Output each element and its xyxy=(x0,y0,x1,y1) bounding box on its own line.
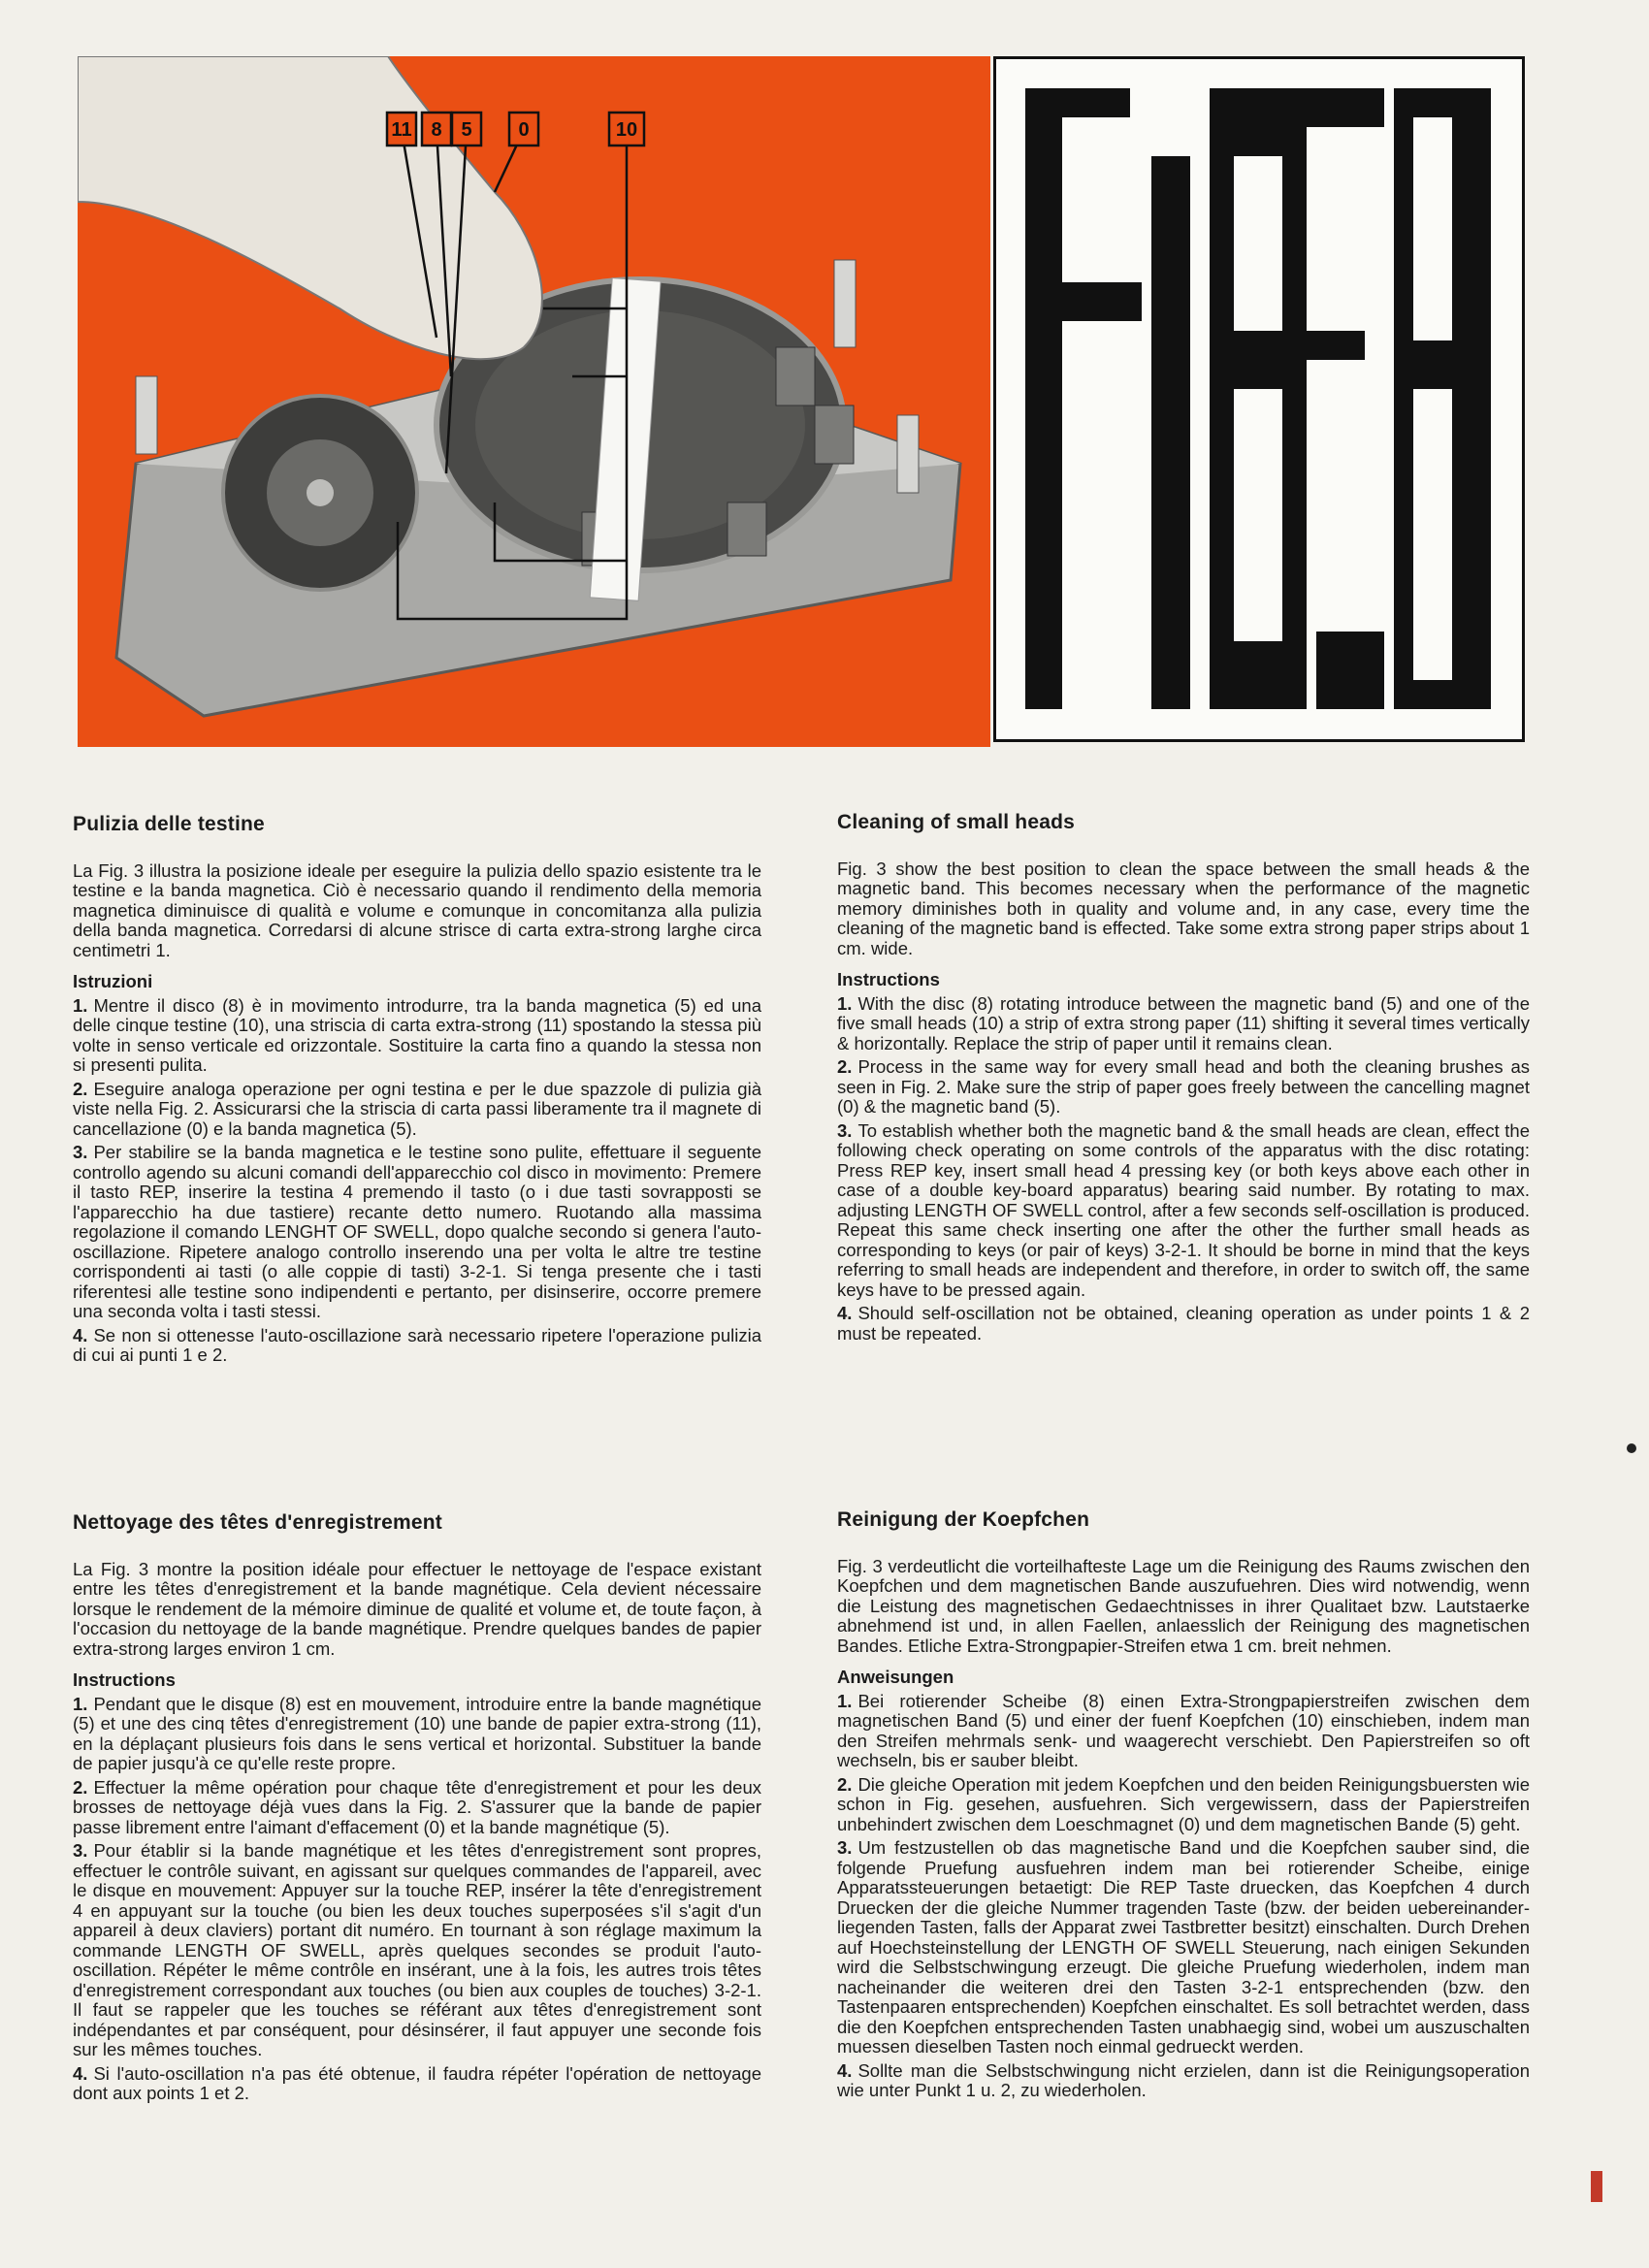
item-number: 3. xyxy=(73,1142,88,1162)
item-number: 4. xyxy=(837,1303,853,1323)
item-text: Si l'auto-oscillation n'a pas été obtenue, il faudra répéter l'opération de nettoyage dont aux points 1 et 2. xyxy=(73,2062,761,2103)
item-text: Sollte man die Selbstschwingung nicht erzielen, dann ist die Reinigungsoperation wie unter Punkt 1 u. 2, zu wiederholen. xyxy=(837,2059,1530,2100)
list-item xyxy=(73,2064,761,2104)
letter-i xyxy=(1151,156,1190,709)
negative-space xyxy=(1413,389,1452,680)
small-head xyxy=(728,502,766,556)
item-text: Bei rotierender Scheibe (8) einen Extra-Strongpapierstreifen zwischen dem magnetischen Band (5) und einer der fuenf Koepfchen (10) einschieben, indem man den Streifen mehrmals senk- und waagerecht verschiebt. Den Papierstreifen so oft wechseln, bis er sauber bleibt. xyxy=(837,1690,1530,1770)
negative-space xyxy=(1413,117,1452,340)
post xyxy=(834,260,856,347)
list-item xyxy=(837,2061,1530,2101)
instruction-list xyxy=(73,1695,761,2104)
section-french xyxy=(73,1513,761,2108)
callout-11 xyxy=(387,113,416,146)
negative-space xyxy=(1234,156,1282,331)
item-text: Mentre il disco (8) è in movimento introdurre, tra la banda magnetica (5) ed una delle cinque testine (10), una striscia di carta extra-strong (11) spostando la stessa più volte in senso verticale ed orizzontale. Sostituire la carta fino a quando la stessa non si presenti pulita. xyxy=(73,994,761,1075)
list-item xyxy=(837,1775,1530,1835)
item-number: 1. xyxy=(837,1690,853,1711)
item-number: 4. xyxy=(73,1324,88,1345)
letter-f-stem xyxy=(1025,88,1062,709)
item-text: Um festzustellen ob das magnetische Band und die Koepfchen sauber sind, die folgende Pruefung ausfuehren indem man bei rotierender Scheibe, einige Apparatssteuerungen betaetigt: Die REP Taste druecken, das Koepfchen 4 durch Druecken der die gleiche Nummer tragenden Taste (bzw. der beiden uebereinander-liegenden Tasten, falls der Apparat zwei Tastbretter besitzt) einschalten. Durch Drehen auf Hoechsteinstellung der LENGTH OF SWELL Steuerung, nach einigen Sekunden wird die Selbstschwingung erzeugt. Die gleiche Pruefung wiederholen, indem man nacheinander die weiteren drei den Tasten 3-2-1 entsprechenden (bzw. den Tastenpaaren entsprechenden) Koepfchen einschaltet. Es soll betrachtet werden, dass die den Koepfchen entsprechenden Tasten unabhaegig sind, wobei um auszuschalten muessen dieselben Tasten noch einmal gedrueckt werden. xyxy=(837,1837,1530,2057)
fig-title-graphic xyxy=(996,59,1522,739)
callout-label: 5 xyxy=(461,119,472,141)
cleaning-illustration xyxy=(78,56,990,747)
section-subtitle: Istruzioni xyxy=(73,971,153,991)
post xyxy=(897,415,919,493)
section-title: Nettoyage des têtes d'enregistrement xyxy=(73,1511,442,1534)
item-text: Per stabilire se la banda magnetica e le testine sono pulite, effettuare il seguente controllo agendo su alcuni comandi dell'apparecchio col disco in movimento: Premere il tasto REP, inserire la testina 4 premendo il tasto (o i due tasti sovrapposti se l'apparecchio ha due tastiere) recante detto numero. Ruotando alla massima regolazione il comando LENGHT OF SWELL, dopo qualche secondo si genera l'auto-oscillazione. Ripetere analogo controllo inserendo una per volta le altre tre testine corrispondenti ai tasti (o alle coppie di tasti) 3-2-1. Si tenga presente che i tasti riferentesi alle testine sono indipendenti e pertanto, per disinserire, occorre premere una seconda volta i tasti stessi. xyxy=(73,1142,761,1321)
fig-title-box xyxy=(993,56,1525,742)
item-text: Pour établir si la bande magnétique et les têtes d'enregistrement sont propres, effectuer le contrôle suivant, en agissant sur quelques commandes de l'appareil, avec le disque en mouvement: Appuyer sur la touche REP, insérer la tête d'enregistrement 4 en appuyant sur la touche (ou bien les deux touches superposées s'il s'agit d'un appareil à deux claviers) portant dit numéro. En tournant à son réglage maximum la commande LENGTH OF SWELL, après quelques secondes se produit l'auto-oscillation. Répéter le même contrôle en insérant, une à la fois, les autres trois têtes d'enregistrement correspondant aux touches (ou bien aux couples de touches) 3-2-1. Il faut se rappeler que les touches se référant aux têtes d'enregistrement sont indépendantes et par conséquent, pour désinsérer, il faut appuyer une seconde fois sur les mêmes touches. xyxy=(73,1840,761,2059)
letter-g-bar xyxy=(1307,331,1365,360)
small-head xyxy=(776,347,815,405)
list-item xyxy=(837,1057,1530,1118)
letter-dot xyxy=(1316,632,1384,709)
item-number: 4. xyxy=(73,2062,88,2084)
letter-f-mid xyxy=(1025,282,1142,321)
hand xyxy=(78,56,542,359)
left-reel-spindle xyxy=(307,479,334,506)
section-title: Reinigung der Koepfchen xyxy=(837,1508,1090,1531)
section-intro: La Fig. 3 montre la position idéale pour effectuer le nettoyage de l'espace existant entre les têtes d'enregistrement et la bande magnétique. Cela devient nécessaire lorsque le rendement de la mémoire diminue de qualité et volume et, de toute façon, à l'occasion du nettoyage de la bande magnétique. Prendre quelques bandes de papier extra-strong larges environ 1 cm. xyxy=(73,1558,761,1659)
callout-label: 11 xyxy=(391,119,412,141)
item-number: 2. xyxy=(73,1078,88,1099)
list-item xyxy=(837,1304,1530,1344)
list-item xyxy=(73,1080,761,1140)
section-title: Pulizia delle testine xyxy=(73,813,265,835)
item-number: 3. xyxy=(73,1840,88,1861)
list-item xyxy=(73,1778,761,1838)
list-item xyxy=(73,1326,761,1366)
section-english xyxy=(837,813,1530,1347)
callout-8 xyxy=(422,113,451,146)
item-number: 2. xyxy=(837,1056,853,1077)
section-subtitle: Instructions xyxy=(837,969,940,989)
item-number: 1. xyxy=(837,992,853,1014)
item-number: 3. xyxy=(837,1837,853,1858)
list-item xyxy=(73,1841,761,2060)
item-number: 1. xyxy=(73,994,88,1016)
callout-0 xyxy=(509,113,538,146)
item-text: Se non si ottenesse l'auto-oscillazione sarà necessario ripetere l'operazione pulizia di cui ai punti 1 e 2. xyxy=(73,1324,761,1365)
negative-space xyxy=(1234,389,1282,641)
list-item xyxy=(73,996,761,1076)
item-text: Die gleiche Operation mit jedem Koepfchen und den beiden Reinigungsbuersten wie schon in Fig. gesehen, ausfuehren. Sich vergewissern, dass der Papierstreifen unbehindert zwischen dem Loeschmagnet (0) und dem magnetischen Bande (5) geht. xyxy=(837,1773,1530,1834)
item-number: 4. xyxy=(837,2059,853,2081)
item-number: 2. xyxy=(837,1773,853,1795)
item-text: Effectuer la même opération pour chaque tête d'enregistrement et pour les deux brosses de nettoyage déjà vues dans la Fig. 2. S'assurer que la bande de papier passe librement entre l'aimant d'effacement (0) et la bande magnétique (5). xyxy=(73,1776,761,1837)
section-subtitle: Anweisungen xyxy=(837,1667,954,1687)
list-item xyxy=(73,1143,761,1322)
callout-label: 0 xyxy=(518,119,530,141)
callout-label: 8 xyxy=(431,119,442,141)
instruction-list xyxy=(73,996,761,1366)
item-text: To establish whether both the magnetic band & the small heads are clean, effect the following check operating on some controls of the apparatus with the disc rotating: Press REP key, insert small head 4 pressing key (or both keys above each other in case of a double key-board apparatus) bearing said number. By rotating to max. adjusting LENGTH OF SWELL control, after a few seconds self-oscillation is produced. Repeat this same check inserting one after the other the further small heads as corresponding to keys (or pair of keys) 3-2-1. It should be borne in mind that the keys referring to small heads are independent and therefore, in order to switch off, the same keys have to be pressed again. xyxy=(837,1119,1530,1300)
list-item xyxy=(837,994,1530,1054)
section-subtitle: Instructions xyxy=(73,1669,176,1690)
list-item xyxy=(837,1838,1530,2057)
item-text: Pendant que le disque (8) est en mouvement, introduire entre la bande magnétique (5) et une des cinq têtes d'enregistrement (10) une bande de papier extra-strong (11), en la déplaçant plusieurs fois dans le sens vertical et horizontal. Substituer la bande de papier jusqu'à ce qu'elle reste propre. xyxy=(73,1693,761,1773)
section-intro: Fig. 3 verdeutlicht die vorteilhafteste Lage um die Reinigung des Raums zwischen den Koepfchen und dem magnetischen Bande auszufuehren. Dies wird notwendig, wenn die Leistung des magnetischen Gedaechtnisses in ihrer Qualitaet bzw. Lautstaerke abnehmend ist und, in allen Faellen, anlaesslich der Reinigung des magnetischen Bandes. Etliche Extra-Strongpapier-Streifen etwa 1 cm. breit nehmen. xyxy=(837,1555,1530,1656)
cleaning-photo xyxy=(78,56,990,747)
letter-g-top xyxy=(1307,88,1384,127)
item-text: Process in the same way for every small head and both the cleaning brushes as seen in Fig. 2. Make sure the strip of paper goes freely between the cancelling magnet (0) & the magnetic band (5). xyxy=(837,1056,1530,1117)
section-title: Cleaning of small heads xyxy=(837,811,1075,833)
item-number: 2. xyxy=(73,1776,88,1798)
list-item xyxy=(837,1121,1530,1301)
item-text: Should self-oscillation not be obtained, cleaning operation as under points 1 & 2 must be repeated. xyxy=(837,1303,1530,1344)
section-intro: La Fig. 3 illustra la posizione ideale per eseguire la pulizia dello spazio esistente tra le testine e la banda magnetica. Ciò è necessario quando il rendimento della memoria magnetica diminuisce di qualità e volume e comunque in concomitanza alla pulizia della banda magnetica. Corredarsi di alcune strisce di carta extra-strong larghe circa centimetri 1. xyxy=(73,859,761,960)
callout-10 xyxy=(609,113,644,146)
callout-label: 10 xyxy=(615,119,638,141)
list-item xyxy=(73,1695,761,1774)
item-text: With the disc (8) rotating introduce between the magnetic band (5) and one of the five small heads (10) a strip of extra strong paper (11) shifting it several times vertically & horizontally. Replace the strip of paper until it remains clean. xyxy=(837,992,1530,1053)
item-number: 3. xyxy=(837,1119,853,1141)
letter-f-top xyxy=(1062,88,1130,117)
edge-marker xyxy=(1591,2171,1602,2202)
post xyxy=(136,376,157,454)
callout-5 xyxy=(452,113,481,146)
section-italian xyxy=(73,815,761,1370)
section-german xyxy=(837,1510,1530,2105)
list-item xyxy=(837,1692,1530,1771)
section-intro: Fig. 3 show the best position to clean the space between the small heads & the magnetic band. This becomes necessary when the performance of the magnetic memory diminishes both in quality and volume and, in any case, every time the cleaning of the magnetic band is effected. Take some extra strong paper strips about 1 cm. wide. xyxy=(837,858,1530,958)
instruction-list xyxy=(837,994,1530,1345)
negative-space xyxy=(1069,350,1127,709)
item-text: Eseguire analoga operazione per ogni testina e per le due spazzole di pulizia già viste nella Fig. 2. Assicurarsi che la striscia di carta passi liberamente tra il magnete di cancellazione (0) e la banda magnetica (5). xyxy=(73,1078,761,1139)
item-number: 1. xyxy=(73,1693,88,1714)
small-head xyxy=(815,405,854,464)
instruction-list xyxy=(837,1692,1530,2101)
scan-speck xyxy=(1627,1443,1636,1453)
